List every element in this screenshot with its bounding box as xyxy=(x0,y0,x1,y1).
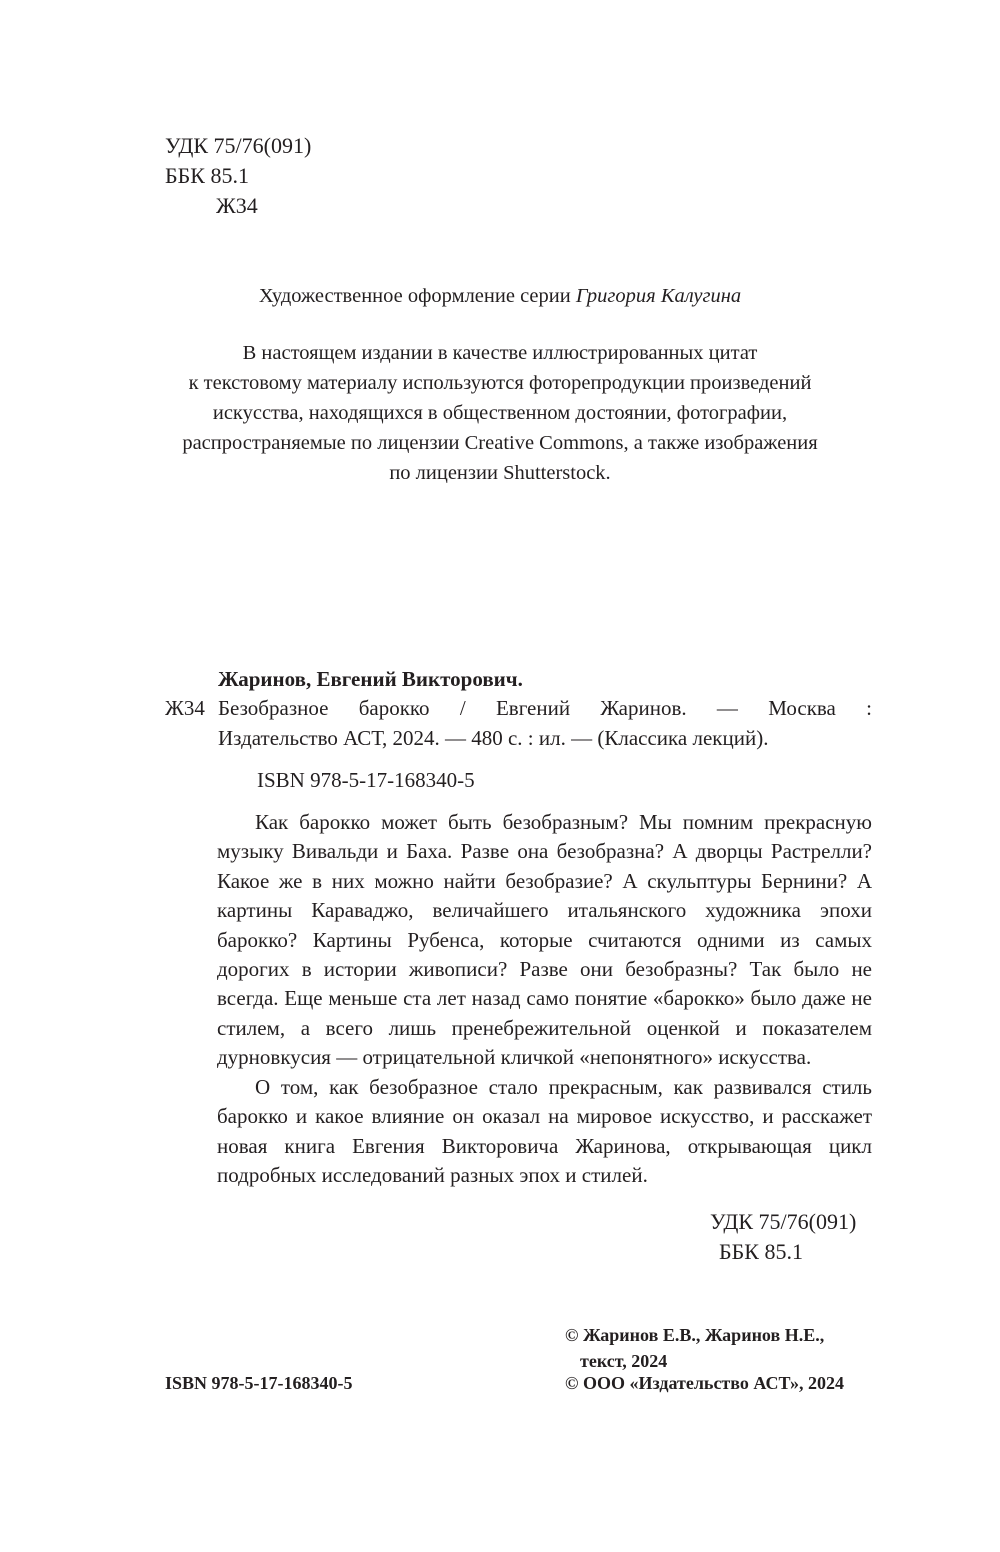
author-mark-top: Ж34 xyxy=(216,193,258,218)
design-credit xyxy=(0,283,1000,310)
illustrations-note-line-2: к текстовому материалу используются фоторепродукции произведений xyxy=(188,372,812,394)
illustrations-note-line-4: распространяемые по лицензии Creative Commons, а также изображения xyxy=(182,432,818,454)
udk-bottom: УДК 75/76(091) xyxy=(710,1209,857,1234)
catalog-author-mark: Ж34 xyxy=(165,696,205,720)
design-credit-name: Григория Калугина xyxy=(575,285,742,307)
copyright-publisher: © ООО «Издательство АСТ», 2024 xyxy=(565,1373,845,1393)
bbk-top: ББК 85.1 xyxy=(165,163,249,188)
catalog-author-heading: Жаринов, Евгений Викторович. xyxy=(218,667,523,691)
design-credit-prefix: Художественное оформление серии xyxy=(258,285,571,307)
illustrations-note-line-5: по лицензии Shutterstock. xyxy=(389,462,611,484)
catalog-description-line-1: Безобразное барокко / Евгений Жаринов. — Москва : xyxy=(218,696,872,720)
annotation-paragraph-2: О том, как безобразное стало прекрасным, как развивался стиль барокко и какое влияние он оказал на мировое искусство, и расскажет новая книга Евгения Викторовича Жаринова, открывающая цикл подробных исследований разных эпох и стилей. xyxy=(217,1075,872,1188)
annotation-paragraph-1: Как барокко может быть безобразным? Мы помним прекрасную музыку Вивальди и Баха. Разве она безобразна? А дворцы Растрелли? Какое же в них можно найти безобразие? А скульптуры Бернини? А картины Караваджо, величайшего итальянского художника эпохи барокко? Картины Рубенса, которые считаются одними из самых дорогих в истории живописи? Разве они безобразны? Так было не всегда. Еще меньше ста лет назад само понятие «барокко» было даже не стилем, а всего лишь пренебрежительной оценкой и показателем дурновкусия — отрицательной кличкой «непонятного» искусства. xyxy=(217,810,872,1070)
copyright-authors-line-2: текст, 2024 xyxy=(580,1351,668,1371)
udk-top: УДК 75/76(091) xyxy=(165,133,312,158)
footer-isbn: ISBN 978-5-17-168340-5 xyxy=(165,1373,353,1393)
catalog-description-line-2: Издательство АСТ, 2024. — 480 с. : ил. — (Классика лекций). xyxy=(218,726,769,750)
copyright-authors-line-1: © Жаринов Е.В., Жаринов Н.Е., xyxy=(565,1325,825,1345)
illustrations-note-line-3: искусства, находящихся в общественном достоянии, фотографии, xyxy=(212,402,788,424)
bbk-bottom: ББК 85.1 xyxy=(719,1239,803,1264)
illustrations-note-line-1: В настоящем издании в качестве иллюстрированных цитат xyxy=(242,342,758,364)
catalog-isbn: ISBN 978-5-17-168340-5 xyxy=(257,768,475,792)
